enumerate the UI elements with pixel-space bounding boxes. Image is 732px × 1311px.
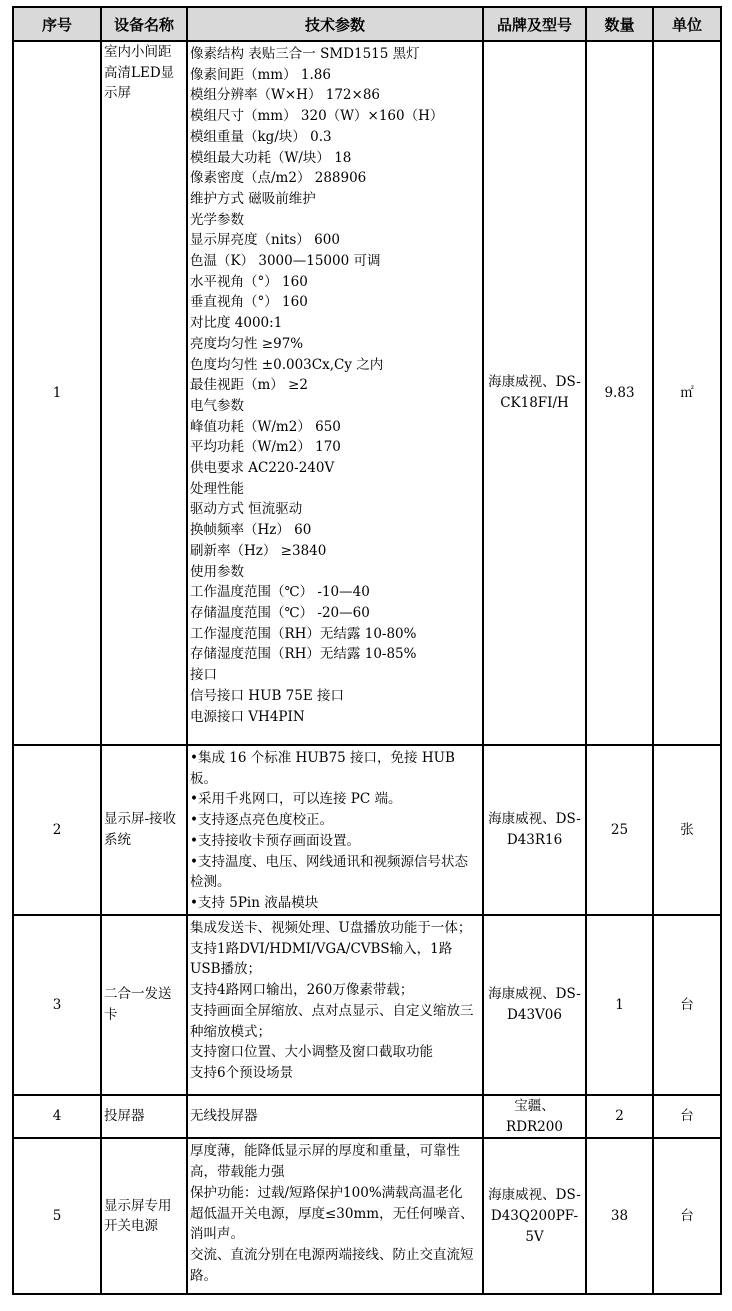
spec-line: 模组最大功耗（W/块） 18 <box>190 149 352 166</box>
spec-line: 刷新率（Hz） ≥3840 <box>190 542 327 559</box>
spec-line: 换帧频率（Hz） 60 <box>190 522 312 539</box>
spec-line: 光学参数 <box>190 211 244 228</box>
spec-line: 超低温开关电源，厚度≤30mm，无任何噪音、消叫声。 <box>190 1205 474 1243</box>
spec-line: •采用千兆网口，可以连接 PC 端。 <box>190 791 402 808</box>
row-index: 3 <box>13 915 101 1095</box>
spec-line: 工作湿度范围（RH）无结露 10-80% <box>190 625 417 642</box>
spec-line: •支持温度、电压、网线通讯和视频源信号状态检测。 <box>190 853 468 891</box>
spec-line: 信号接口 HUB 75E 接口 <box>190 687 344 704</box>
spec-line: 垂直视角（°） 160 <box>190 294 308 311</box>
device-name: 二合一发送卡 <box>101 915 187 1095</box>
header-brand-model: 品牌及型号 <box>483 7 586 41</box>
table-row <box>13 41 721 745</box>
equipment-table <box>12 6 722 1295</box>
spec-line: •支持接收卡预存画面设置。 <box>190 832 360 849</box>
header-tech-params: 技术参数 <box>187 7 483 41</box>
spec-line: 峰值功耗（W/m2） 650 <box>190 418 341 435</box>
table-row <box>13 1138 721 1294</box>
brand-model: 海康威视、DS-D43Q200PF-5V <box>483 1138 586 1294</box>
spec-line: 交流、直流分别在电源两端接线、防止交直流短路。 <box>190 1246 474 1284</box>
unit: 台 <box>653 915 721 1095</box>
header-quantity: 数量 <box>586 7 653 41</box>
spec-line: 像素间距（mm） 1.86 <box>190 66 331 83</box>
row-index: 4 <box>13 1095 101 1138</box>
header-device-name: 设备名称 <box>101 7 187 41</box>
unit: 台 <box>653 1138 721 1294</box>
spec-line: 水平视角（°） 160 <box>190 273 308 290</box>
tech-params-cell <box>187 745 483 915</box>
spec-line: •集成 16 个标准 HUB75 接口，免接 HUB 板。 <box>190 750 455 787</box>
tech-params-cell: 无线投屏器 <box>187 1095 483 1138</box>
table-row <box>13 915 721 1095</box>
spec-line: •支持逐点亮色度校正。 <box>190 812 333 829</box>
spec-line: 亮度均匀性 ≥97% <box>190 335 304 352</box>
spec-line: 模组尺寸（mm） 320（W）×160（H） <box>190 108 444 125</box>
spec-line: 模组重量（kg/块） 0.3 <box>190 128 332 145</box>
spec-line: 存储湿度范围（RH）无结露 10-85% <box>190 646 417 663</box>
spec-line: 使用参数 <box>190 563 244 580</box>
device-name: 投屏器 <box>101 1095 187 1138</box>
brand-model: 宝疆、RDR200 <box>483 1095 586 1138</box>
spec-line: 支持窗口位置、大小调整及窗口截取功能 <box>190 1044 433 1061</box>
row-index: 5 <box>13 1138 101 1294</box>
device-name: 室内小间距高清LED显示屏 <box>101 41 187 745</box>
spec-line: 显示屏亮度（nits） 600 <box>190 232 340 249</box>
equipment-table-container <box>12 6 720 1295</box>
unit: 台 <box>653 1095 721 1138</box>
device-name: 显示屏-接收系统 <box>101 745 187 915</box>
table-header-row <box>13 7 721 41</box>
brand-model: 海康威视、DS-CK18FI/H <box>483 41 586 745</box>
header-unit: 单位 <box>653 7 721 41</box>
spec-line: •支持 5Pin 液晶模块 <box>190 894 319 911</box>
unit: ㎡ <box>653 41 721 745</box>
spec-line: 色温（K） 3000—15000 可调 <box>190 253 381 270</box>
spec-line: 对比度 4000:1 <box>190 315 283 332</box>
spec-line: 厚度薄，能降低显示屏的厚度和重量，可靠性高，带载能力强 <box>190 1143 460 1181</box>
spec-line: 支持画面全屏缩放、点对点显示、自定义缩放三种缩放模式； <box>190 1002 474 1040</box>
spec-line: 电气参数 <box>190 397 244 414</box>
table-row <box>13 1095 721 1138</box>
table-row <box>13 745 721 915</box>
quantity: 1 <box>586 915 653 1095</box>
spec-line: 模组分辨率（W×H） 172×86 <box>190 87 381 104</box>
spec-line: 像素密度（点/m2） 288906 <box>190 170 367 187</box>
spec-line: 处理性能 <box>190 480 244 497</box>
tech-params-cell <box>187 1138 483 1294</box>
quantity: 2 <box>586 1095 653 1138</box>
spec-line: 接口 <box>190 667 217 684</box>
spec-line: 支持1路DVI/HDMI/VGA/CVBS输入，1路USB播放； <box>190 940 453 978</box>
brand-model: 海康威视、DS-D43V06 <box>483 915 586 1095</box>
row-index: 2 <box>13 745 101 915</box>
spec-line: 色度均匀性 ±0.003Cx,Cy 之内 <box>190 356 384 373</box>
quantity: 25 <box>586 745 653 915</box>
spec-line: 支持6个预设场景 <box>190 1064 294 1081</box>
tech-params-cell <box>187 915 483 1095</box>
spec-line: 维护方式 磁吸前维护 <box>190 190 316 207</box>
brand-model: 海康威视、DS-D43R16 <box>483 745 586 915</box>
unit: 张 <box>653 745 721 915</box>
quantity: 38 <box>586 1138 653 1294</box>
quantity: 9.83 <box>586 41 653 745</box>
spec-line: 驱动方式 恒流驱动 <box>190 501 303 518</box>
spec-line: 平均功耗（W/m2） 170 <box>190 439 341 456</box>
row-index: 1 <box>13 41 101 745</box>
spec-line: 供电要求 AC220-240V <box>190 460 335 477</box>
spec-line: 最佳视距（m） ≥2 <box>190 377 308 394</box>
spec-line: 支持4路网口输出，260万像素带载； <box>190 982 414 999</box>
header-index: 序号 <box>13 7 101 41</box>
spec-line: 电源接口 VH4PIN <box>190 708 305 725</box>
spec-line: 工作温度范围（℃） -10—40 <box>190 584 370 601</box>
spec-line: 存储温度范围（℃） -20—60 <box>190 604 370 621</box>
tech-params-cell <box>187 41 483 745</box>
device-name: 显示屏专用开关电源 <box>101 1138 187 1294</box>
spec-line: 像素结构 表贴三合一 SMD1515 黑灯 <box>190 46 420 62</box>
spec-line: 集成发送卡、视频处理、U盘播放功能于一体； <box>190 920 472 936</box>
spec-line: 保护功能：过载/短路保护100%满载高温老化 <box>190 1184 463 1201</box>
